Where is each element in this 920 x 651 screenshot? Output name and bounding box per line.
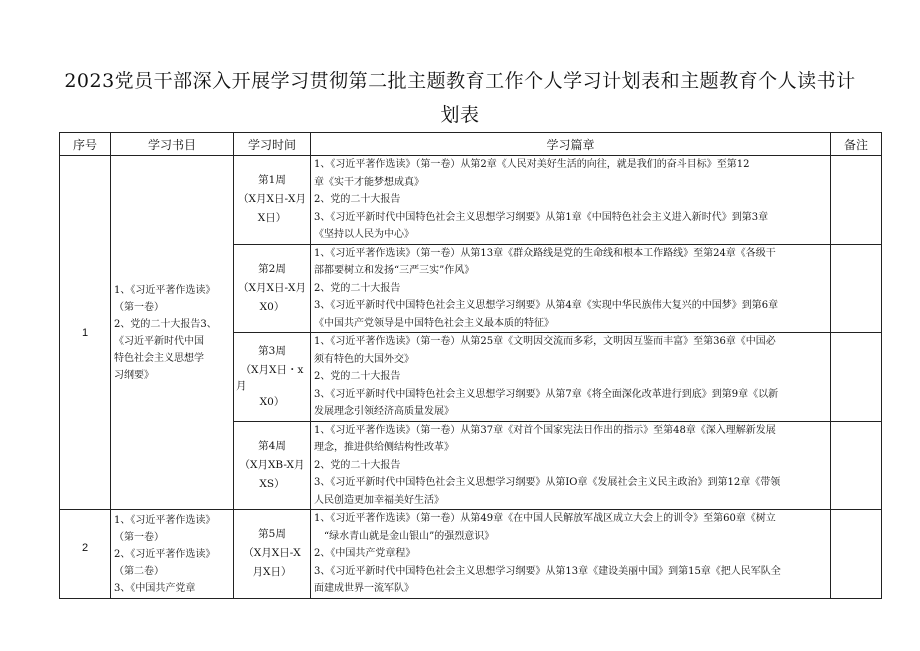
time-line: 月 [236, 379, 247, 392]
books-cell [111, 156, 234, 510]
book-line: （第一卷） [114, 301, 164, 313]
time-line: 第5周 [258, 528, 286, 541]
chapters-cell [311, 421, 831, 510]
time-line: 第3周 [258, 344, 286, 357]
time-line: （X月XB-X月 [239, 458, 305, 471]
book-line: 特色社会主义思想学 [114, 352, 204, 364]
time-line: （X月X日・x [240, 363, 304, 376]
note-cell [831, 333, 882, 422]
chapter-line: 1、《习近平著作选读》（第一卷）从第2章《人民对美好生活的向往，就是我们的奋斗目标》至第12 [314, 159, 750, 170]
note-cell [831, 421, 882, 510]
header-chapters: 学习篇章 [311, 133, 831, 156]
book-line: 2、《习近平著作选读》 [114, 549, 216, 560]
time-line: 第1周 [258, 174, 286, 187]
header-row [60, 133, 882, 156]
header-note: 备注 [831, 133, 882, 156]
header-time: 学习时间 [234, 133, 311, 156]
table-row [60, 156, 882, 245]
time-line: （X月X日-X月 [238, 193, 306, 206]
study-plan-table [59, 132, 882, 599]
time-line: 第4周 [258, 439, 286, 452]
chapters-cell [311, 156, 831, 245]
time-line: （X月X日-X [243, 547, 301, 560]
books-cell [111, 510, 234, 599]
chapter-line: 须有特色的大国外交》 [314, 353, 414, 365]
note-cell [831, 510, 882, 599]
chapter-line: 1、《习近平著作选读》（第一卷）从第25章《文明因交流而多彩，文明因互鉴而丰富》至第36章《中国必 [314, 336, 776, 347]
note-cell [831, 156, 882, 245]
chapter-line: 1、《习近平著作选读》（第一卷）从第37章《对首个国家宪法日作出的指示》至第48章《深入理解新发展 [314, 424, 776, 436]
book-line: 《习近平新时代中国 [114, 335, 204, 347]
chapter-line: 1、《习近平著作选读》（第一卷）从第49章《在中国人民解放军战区成立大会上的训令》至第60章《树立 [314, 513, 776, 524]
chapter-line: 1、《习近平著作选读》（第一卷）从第13章《群众路线是党的生命线和根本工作路线》至第24章《各级干 [314, 247, 776, 259]
chapter-line: 3、《习近平新时代中国特色社会主义思想学习纲要》从第4章《实现中华民族伟大复兴的中国梦》到第6章 [314, 300, 779, 311]
page-title: 2023党员干部深入开展学习贯彻第二批主题教育工作个人学习计划表和主题教育个人读书计划表 [64, 70, 856, 126]
chapters-cell [311, 510, 831, 599]
time-cell [234, 156, 311, 245]
time-line: 月X日） [252, 566, 292, 579]
time-line: X0） [259, 300, 285, 313]
chapter-line: 《中国共产党领导是中国特色社会主义最本质的特征》 [314, 317, 554, 329]
time-line: X日） [257, 212, 287, 225]
time-line: （X月X日-X月 [238, 281, 306, 294]
time-cell [234, 421, 311, 510]
time-cell [234, 333, 311, 422]
chapter-line: 2、党的二十大报告 [314, 459, 401, 471]
time-line: 第2周 [258, 262, 286, 275]
header-seq: 序号 [60, 133, 111, 156]
chapters-cell [311, 333, 831, 422]
chapter-line: 2、《中国共产党章程》 [314, 548, 416, 559]
chapter-line: “绿水青山就是金山银山”的强烈意识》 [324, 530, 495, 542]
time-cell [234, 510, 311, 599]
seq-cell: 2 [60, 510, 111, 599]
chapter-line: 章《实干才能梦想成真》 [314, 176, 424, 188]
chapter-line: 2、党的二十大报告 [314, 371, 401, 382]
time-line: X0） [259, 395, 285, 408]
chapter-line: 人民创造更加幸福美好生活》 [314, 494, 444, 506]
chapter-line: 2、党的二十大报告 [314, 282, 401, 294]
book-line: 习纲要》 [114, 369, 154, 381]
chapters-cell [311, 244, 831, 333]
book-line: 3、《中国共产党章 [114, 583, 196, 594]
book-line: 1、《习近平著作选读》 [114, 284, 216, 296]
table-row [60, 510, 882, 599]
header-books: 学习书目 [111, 133, 234, 156]
time-line: XS） [259, 477, 285, 490]
chapter-line: 3、《习近平新时代中国特色社会主义思想学习纲要》从第7章《将全面深化改革进行到底》到第9章《以新 [314, 388, 779, 400]
chapter-line: 部都要树立和发扬“三严三实”作风》 [314, 265, 475, 276]
chapter-line: 《坚持以人民为中心》 [314, 229, 414, 240]
book-line: 1、《习近平著作选读》 [114, 515, 216, 526]
seq-cell: 1 [60, 156, 111, 510]
book-line: （第一卷） [114, 532, 164, 543]
chapter-line: 3、《习近平新时代中国特色社会主义思想学习纲要》从第1章《中国特色社会主义进入新时代》到第3章 [314, 211, 769, 223]
chapter-line: 发展理念引领经济高质量发展》 [314, 406, 454, 417]
chapter-line: 理念，推进供给侧结构性改革》 [314, 442, 454, 453]
chapter-line: 2、党的二十大报告 [314, 194, 401, 205]
book-line: 2、党的二十大报告3、 [114, 318, 217, 330]
chapter-line: 3、《习近平新时代中国特色社会主义思想学习纲要》从第13章《建设美丽中国》到第15章《把人民军队全 [314, 565, 781, 577]
note-cell [831, 244, 882, 333]
time-cell [234, 244, 311, 333]
book-line: （第二卷） [114, 566, 164, 577]
chapter-line: 3、《习近平新时代中国特色社会主义思想学习纲要》从第IO章《发展社会主义民主政治》到第12章《带领 [314, 477, 781, 488]
chapter-line: 面建成世界一流军队》 [314, 583, 414, 594]
